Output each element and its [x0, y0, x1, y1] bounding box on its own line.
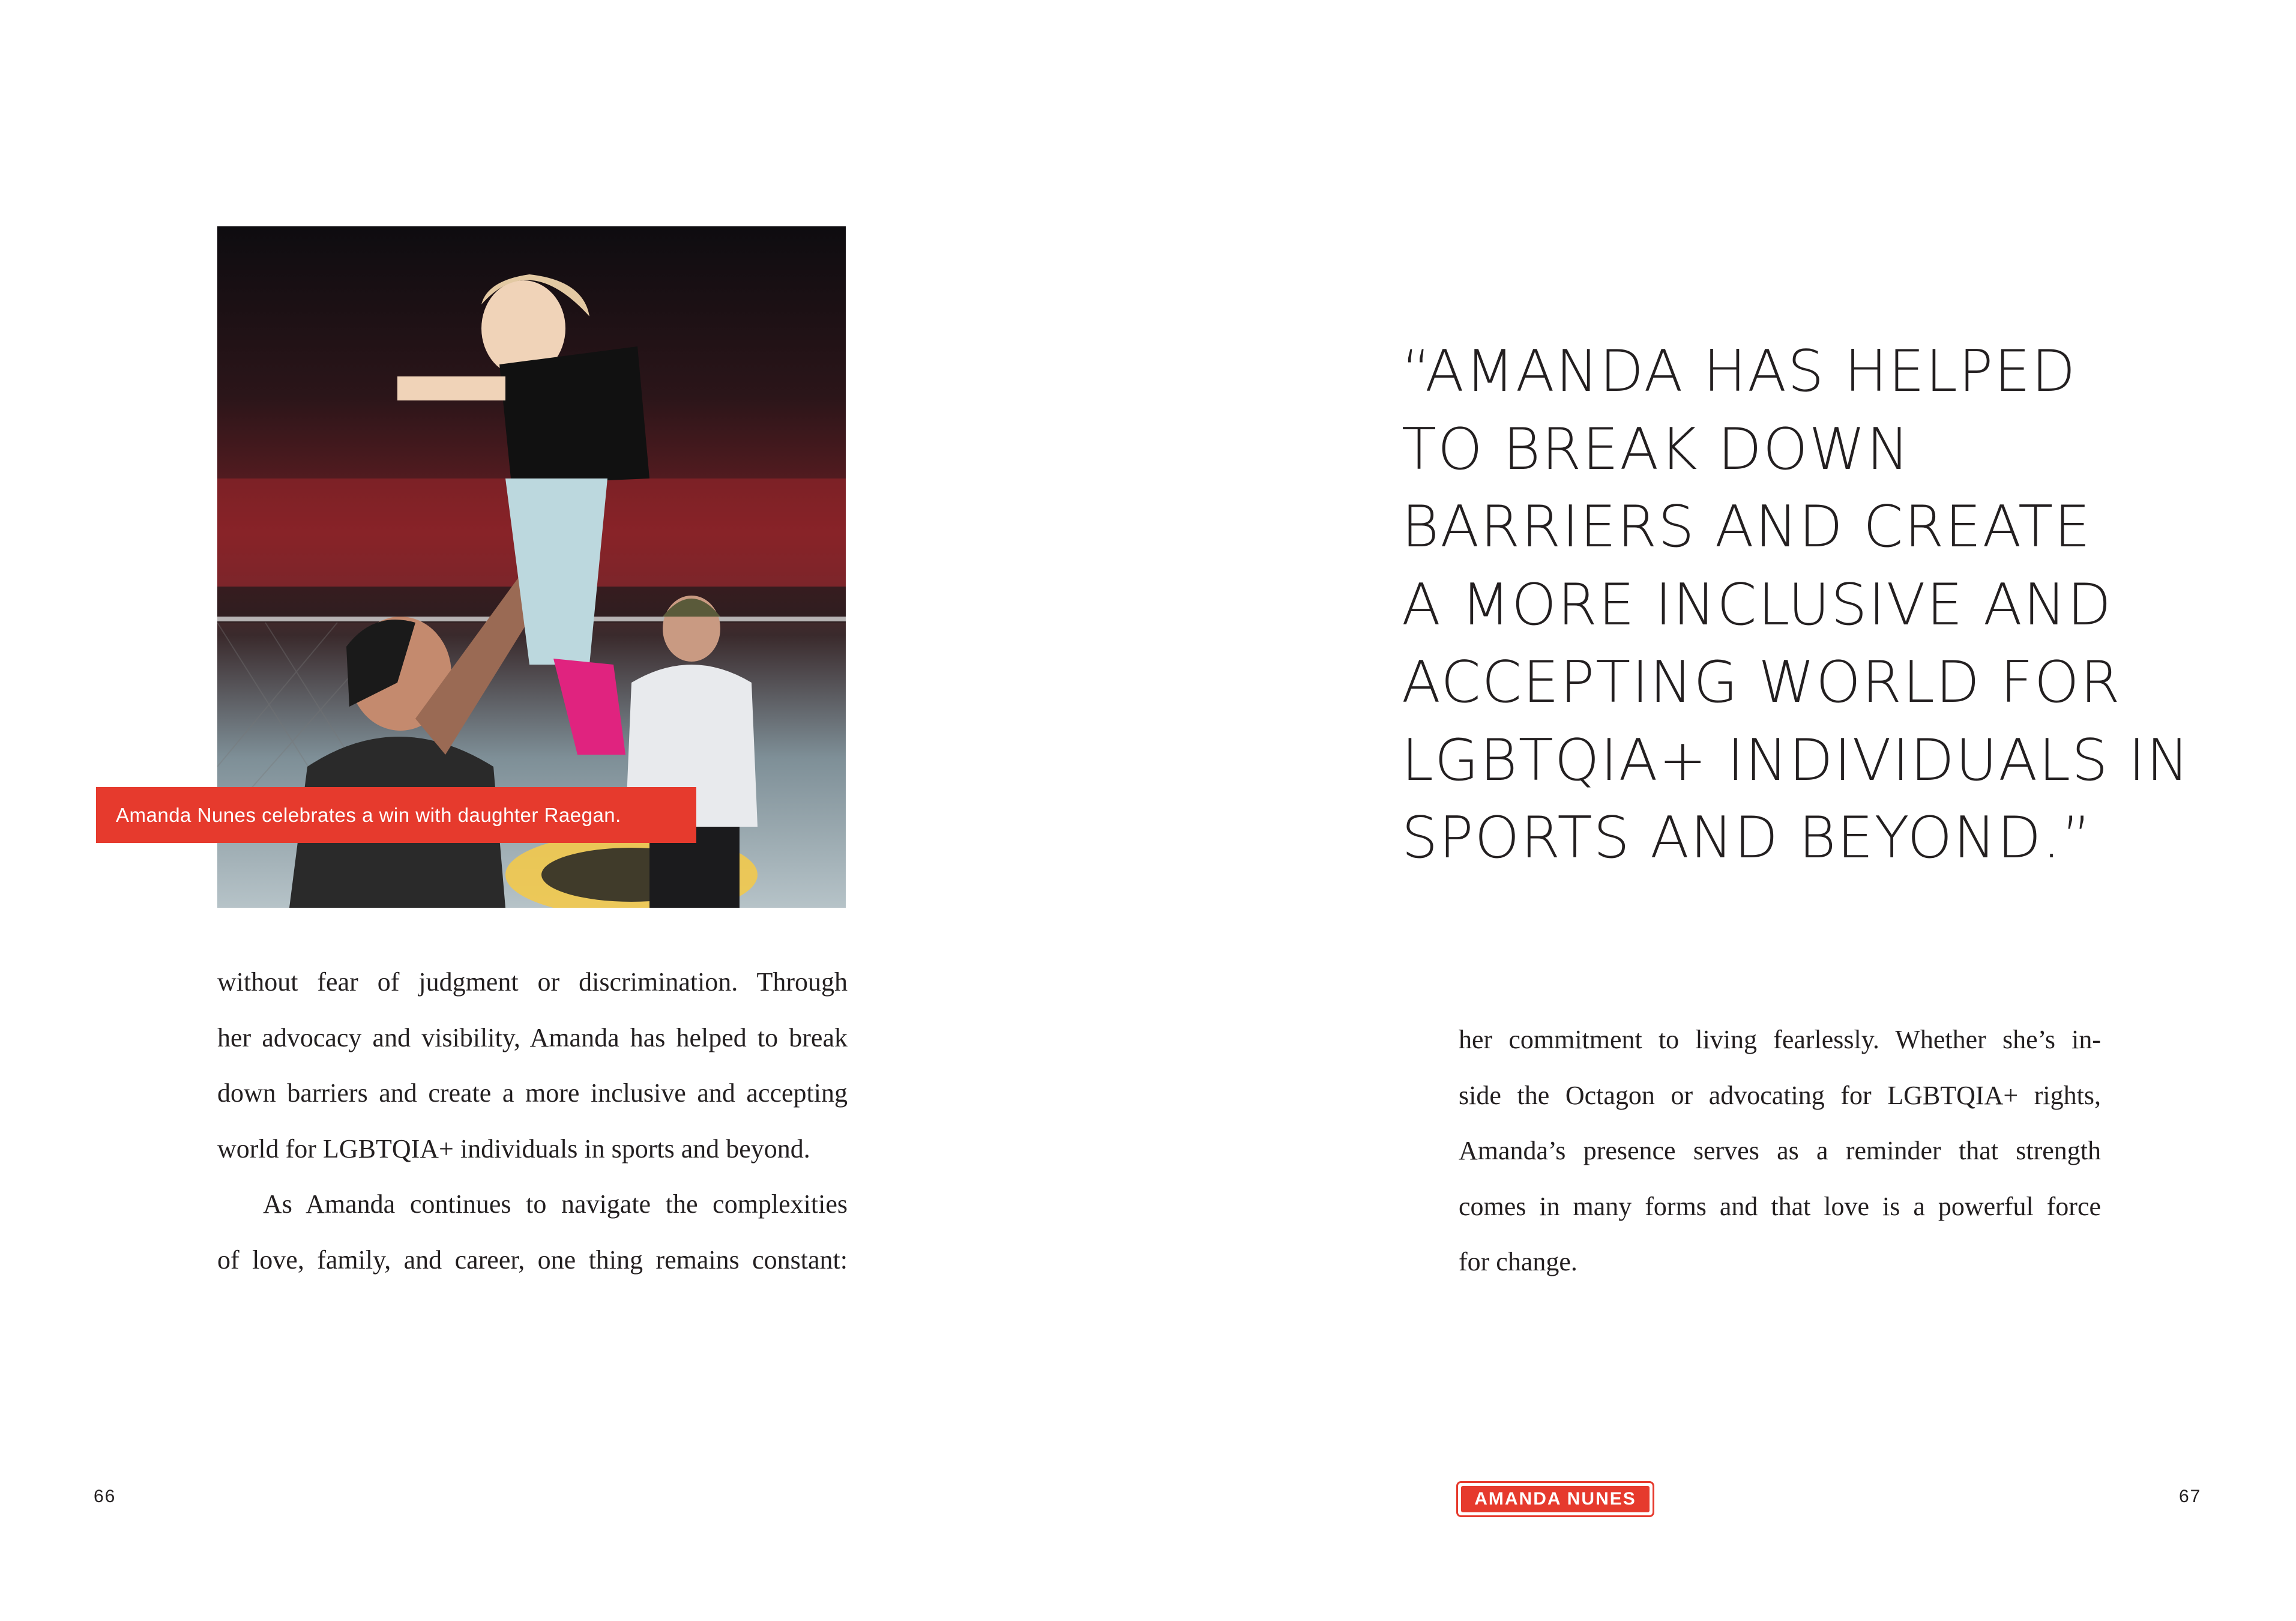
pull-quote-line: TO BREAK DOWN	[1402, 416, 1911, 483]
text-line: her advocacy and visibility, Amanda has helped to break	[217, 1022, 848, 1052]
right-paragraph	[1459, 1012, 2101, 1290]
pull-quote-line: SPORTS AND BEYOND.”	[1402, 805, 2093, 871]
pull-quote	[1402, 333, 2230, 878]
running-head-label: AMANDA NUNES	[1461, 1486, 1650, 1512]
text-line: As Amanda continues to navigate the complexities	[263, 1189, 848, 1219]
text-line: for change.	[1459, 1247, 1577, 1276]
running-head-badge	[1456, 1481, 1654, 1517]
text-line: down barriers and create a more inclusive and accepting	[217, 1078, 848, 1108]
text-line: world for LGBTQIA+ individuals in sports and beyond.	[217, 1133, 810, 1164]
left-paragraph-2	[217, 1177, 848, 1288]
right-body-text	[1459, 1012, 2101, 1290]
left-body-text	[217, 955, 848, 1288]
text-line: her commitment to living fearlessly. Whether she’s in-	[1459, 1025, 2101, 1054]
pull-quote-line: “AMANDA HAS HELPED	[1402, 339, 2077, 405]
pull-quote-line: BARRIERS AND CREATE	[1402, 494, 2092, 560]
page-number-left: 66	[94, 1487, 116, 1506]
text-line: of love, family, and career, one thing remains constant:	[217, 1245, 848, 1275]
left-paragraph-1	[217, 955, 848, 1177]
page-number-right: 67	[2179, 1487, 2202, 1506]
text-line: without fear of judgment or discrimination. Through	[217, 967, 848, 997]
photo-caption: Amanda Nunes celebrates a win with daughter Raegan.	[96, 787, 696, 843]
text-line: Amanda’s presence serves as a reminder that strength	[1459, 1136, 2101, 1165]
text-line: comes in many forms and that love is a powerful force	[1459, 1191, 2101, 1221]
pull-quote-line: ACCEPTING WORLD FOR	[1402, 650, 2121, 716]
pull-quote-line: LGBTQIA+ INDIVIDUALS IN	[1402, 727, 2190, 794]
text-line: side the Octagon or advocating for LGBTQIA+ rights,	[1459, 1080, 2101, 1110]
pull-quote-line: A MORE INCLUSIVE AND	[1402, 572, 2113, 638]
